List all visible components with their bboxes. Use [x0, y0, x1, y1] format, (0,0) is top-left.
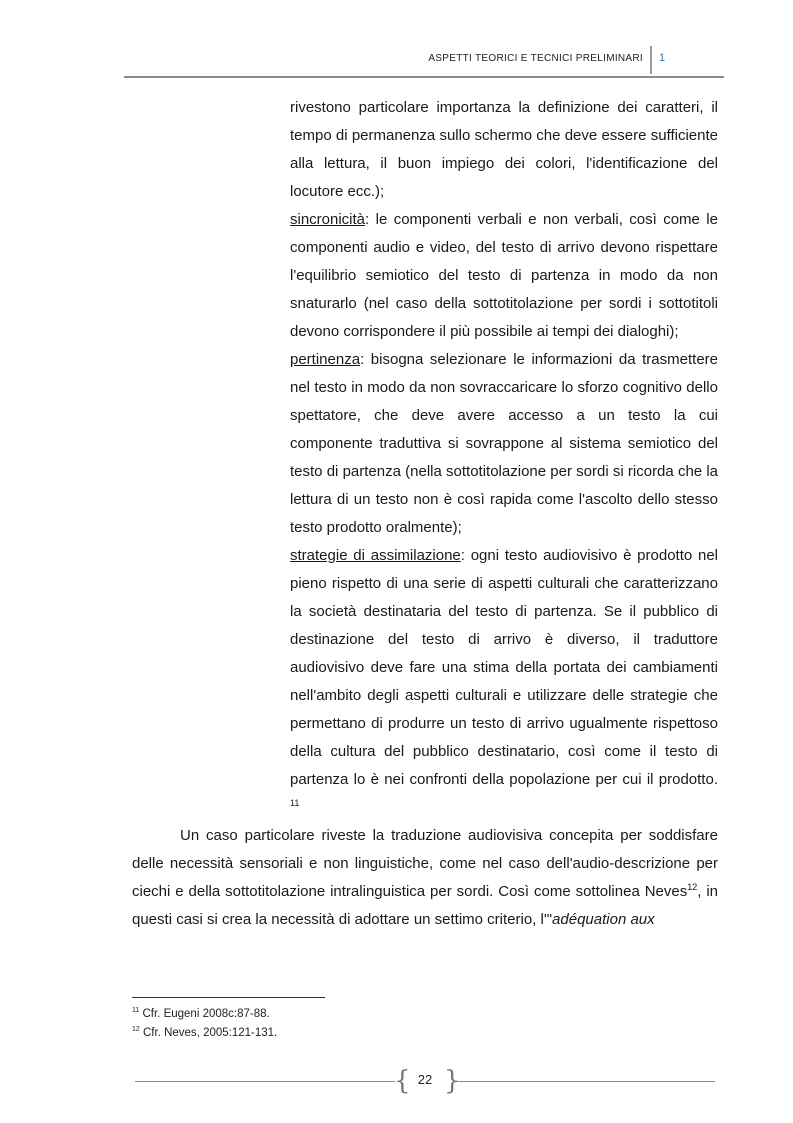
footnote-number: 11	[132, 1007, 140, 1015]
paragraph-text: Un caso particolare riveste la traduzione audiovisiva concepita per soddisfare delle necessità sensoriali e non linguistiche, come nel caso dell'audio-descrizione per ciechi e della sottotitolazione intralinguistica per sordi. Così come sottolinea Neves	[132, 827, 718, 900]
body-paragraph	[132, 822, 718, 934]
page-body	[132, 94, 718, 934]
list-item	[290, 94, 718, 206]
footnotes	[132, 1005, 277, 1043]
running-header: ASPETTI TEORICI E TECNICI PRELIMINARI	[428, 53, 643, 64]
left-brace-icon: {	[394, 1066, 411, 1096]
footer-rule-left	[135, 1081, 395, 1082]
footnote-number: 12	[132, 1026, 140, 1034]
footnote-separator	[132, 997, 325, 998]
item-text: : le componenti verbali e non verbali, così come le componenti audio e video, del testo di arrivo devono rispettare l'equilibrio semiotico del testo di partenza in modo da non snaturarlo (nel caso della sottotitolazione per sordi i sottotitoli devono corrispondere il più possibile ai tempi dei dialoghi);	[290, 211, 718, 340]
footnote-text: Cfr. Eugeni 2008c:87-88.	[142, 1008, 270, 1020]
chapter-number: 1	[659, 52, 666, 64]
list-item	[290, 346, 718, 542]
item-text: rivestono particolare importanza la definizione dei caratteri, il tempo di permanenza sullo schermo che deve essere sufficiente alla lettura, il buon impiego dei colori, l'identificazione del locutore ecc.);	[290, 99, 718, 200]
footnote	[132, 1005, 277, 1024]
header-divider	[650, 46, 652, 74]
item-text: : ogni testo audiovisivo è prodotto nel pieno rispetto di una serie di aspetti culturali che caratterizzano la società destinataria del testo di partenza. Se il pubblico di destinazione del testo di arrivo è diverso, il traduttore audiovisivo deve fare una stima della portata dei cambiamenti nell'ambito degli aspetti culturali e utilizzare delle strategie che permettano di produrre un testo di arrivo ugualmente rispettoso della cultura del pubblico destinatario, così come il testo di partenza lo è nei confronti della popolazione per cui il prodotto.	[290, 547, 718, 788]
paragraph-text: , in questi casi si crea la necessità di adottare un settimo criterio, l'"	[132, 883, 719, 928]
item-term: sincronicità	[290, 211, 366, 228]
footnote	[132, 1024, 277, 1043]
item-term: pertinenza	[290, 351, 361, 368]
item-term: strategie di assimilazione	[290, 547, 461, 564]
footer-rule-right	[455, 1081, 715, 1082]
item-text: : bisogna selezionare le informazioni da trasmettere nel testo in modo da non sovraccaricare lo sforzo cognitivo dello spettatore, che deve avere accesso a un testo la cui componente traduttiva si sovrappone al sistema semiotico del testo di partenza (nella sottotitolazione per sordi si ricorda che la lettura di un testo non è così rapida come l'ascolto dello stesso testo prodotto oralmente);	[290, 351, 718, 536]
paragraph-italic: adéquation aux	[552, 911, 655, 928]
footnote-ref[interactable]: 12	[687, 882, 698, 892]
footnote-ref[interactable]: 11	[290, 798, 300, 808]
header-rule	[124, 76, 724, 78]
page-number: 22	[417, 1072, 433, 1087]
footnote-text: Cfr. Neves, 2005:121-131.	[143, 1027, 278, 1039]
list-item	[290, 206, 718, 346]
right-brace-icon: }	[444, 1066, 461, 1096]
list-item	[290, 542, 718, 822]
